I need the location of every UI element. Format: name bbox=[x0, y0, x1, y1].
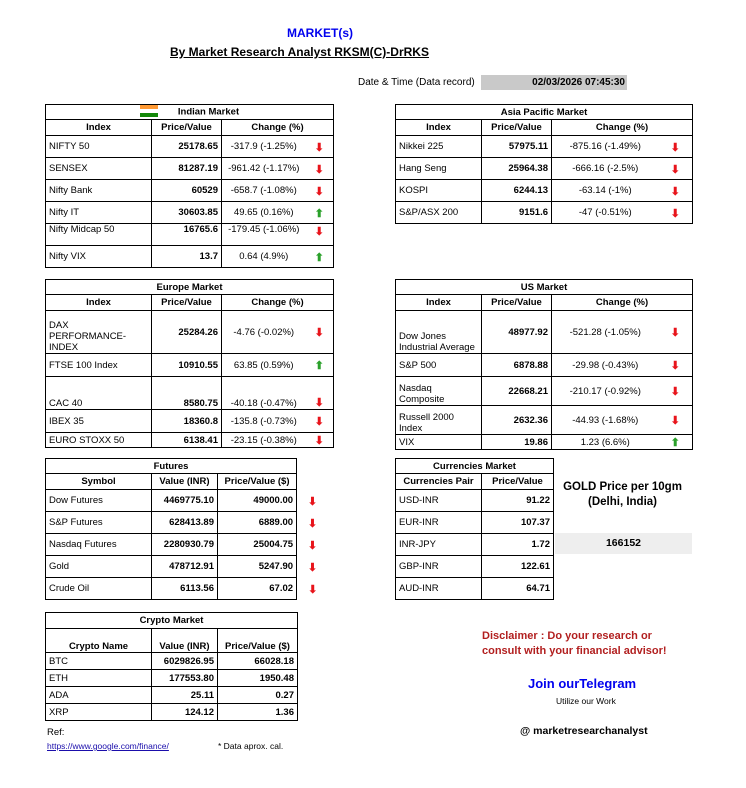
row-price: 10910.55 bbox=[152, 354, 222, 377]
arrow-down-icon: ⬇ bbox=[670, 327, 680, 339]
table-row bbox=[396, 354, 693, 377]
table-row bbox=[46, 670, 298, 687]
col-header-price: Price/Value bbox=[152, 295, 222, 311]
row-change: -658.7 (-1.08%) bbox=[222, 180, 306, 202]
row-change: -666.16 (-2.5%) bbox=[552, 158, 659, 180]
table-row bbox=[396, 202, 693, 224]
asia-market-table bbox=[395, 104, 693, 224]
row-name: Dow Jones Industrial Average bbox=[396, 311, 482, 354]
table-row bbox=[396, 578, 554, 600]
col-header-price: Price/Value bbox=[482, 295, 552, 311]
row-price-usd: 5247.90 bbox=[218, 556, 297, 578]
row-change: -4.76 (-0.02%) bbox=[222, 311, 306, 354]
arrow-down-icon: ⬇ bbox=[670, 163, 680, 176]
arrow-down-icon: ⬇ bbox=[670, 207, 680, 220]
table-row bbox=[46, 556, 329, 578]
arrow-down-icon: ⬇ bbox=[314, 397, 324, 409]
row-price: 18360.8 bbox=[152, 410, 222, 433]
row-name: KOSPI bbox=[396, 180, 482, 202]
arrow-down-icon: ⬇ bbox=[670, 386, 680, 398]
row-name: BTC bbox=[46, 653, 152, 670]
asia-market-title: Asia Pacific Market bbox=[396, 105, 693, 120]
row-name: ETH bbox=[46, 670, 152, 687]
row-name: Dow Futures bbox=[46, 490, 152, 512]
table-row bbox=[46, 158, 334, 180]
arrow-down-icon: ⬇ bbox=[314, 185, 324, 198]
row-name: S&P 500 bbox=[396, 354, 482, 377]
row-name: Nasdaq Composite bbox=[396, 377, 482, 406]
row-change: -47 (-0.51%) bbox=[552, 202, 659, 224]
table-row bbox=[46, 354, 334, 377]
row-name: VIX bbox=[396, 435, 482, 450]
telegram-handle: @ marketresearchanalyst bbox=[520, 725, 648, 737]
row-name: Nifty IT bbox=[46, 202, 152, 224]
row-name: Nikkei 225 bbox=[396, 136, 482, 158]
row-name: DAX PERFORMANCE-INDEX bbox=[46, 311, 152, 354]
row-value-inr: 4469775.10 bbox=[152, 490, 218, 512]
table-row bbox=[396, 158, 693, 180]
arrow-down-icon: ⬇ bbox=[670, 360, 680, 372]
futures-table bbox=[45, 458, 329, 600]
row-name: CAC 40 bbox=[46, 377, 152, 410]
row-value-inr: 177553.80 bbox=[152, 670, 218, 687]
row-name: NIFTY 50 bbox=[46, 136, 152, 158]
row-name: Hang Seng bbox=[396, 158, 482, 180]
row-price: 6244.13 bbox=[482, 180, 552, 202]
row-name: EURO STOXX 50 bbox=[46, 433, 152, 448]
row-price-usd: 67.02 bbox=[218, 578, 297, 600]
arrow-up-icon: ⬆ bbox=[314, 251, 324, 264]
crypto-title: Crypto Market bbox=[46, 613, 298, 629]
row-change: -44.93 (-1.68%) bbox=[552, 406, 659, 435]
arrow-down-icon: ⬇ bbox=[670, 141, 680, 154]
row-change: -210.17 (-0.92%) bbox=[552, 377, 659, 406]
row-price: 6138.41 bbox=[152, 433, 222, 448]
currencies-table bbox=[395, 458, 554, 600]
row-change: 1.23 (6.6%) bbox=[552, 435, 659, 450]
row-change: -63.14 (-1%) bbox=[552, 180, 659, 202]
row-value: 91.22 bbox=[482, 490, 554, 512]
table-row bbox=[46, 224, 334, 246]
row-name: S&P Futures bbox=[46, 512, 152, 534]
row-pair: USD-INR bbox=[396, 490, 482, 512]
row-name: XRP bbox=[46, 704, 152, 721]
row-name: FTSE 100 Index bbox=[46, 354, 152, 377]
col-header-change: Change (%) bbox=[222, 295, 334, 311]
datetime-value: 02/03/2026 07:45:30 bbox=[481, 75, 627, 90]
arrow-down-icon: ⬇ bbox=[670, 415, 680, 427]
row-price: 6878.88 bbox=[482, 354, 552, 377]
row-change: -135.8 (-0.73%) bbox=[222, 410, 306, 433]
arrow-up-icon: ⬆ bbox=[670, 437, 680, 449]
row-value-inr: 628413.89 bbox=[152, 512, 218, 534]
table-row bbox=[46, 180, 334, 202]
table-row bbox=[46, 246, 334, 268]
data-note: * Data aprox. cal. bbox=[218, 741, 284, 751]
row-pair: AUD-INR bbox=[396, 578, 482, 600]
row-pair: INR-JPY bbox=[396, 534, 482, 556]
disclaimer: Disclaimer : Do your research or consult with your financial advisor! bbox=[482, 630, 667, 657]
europe-market-title: Europe Market bbox=[46, 280, 334, 295]
table-row bbox=[46, 653, 298, 670]
row-pair: GBP-INR bbox=[396, 556, 482, 578]
currencies-title: Currencies Market bbox=[396, 459, 554, 474]
table-row bbox=[396, 136, 693, 158]
row-value: 107.37 bbox=[482, 512, 554, 534]
col-header-index: Index bbox=[396, 295, 482, 311]
table-row bbox=[46, 136, 334, 158]
row-change: -875.16 (-1.49%) bbox=[552, 136, 659, 158]
table-row bbox=[46, 578, 329, 600]
col-header-value: Price/Value bbox=[482, 474, 554, 490]
row-price: 48977.92 bbox=[482, 311, 552, 354]
row-price: 60529 bbox=[152, 180, 222, 202]
row-price: 22668.21 bbox=[482, 377, 552, 406]
col-header-price: Price/Value bbox=[482, 120, 552, 136]
ref-link[interactable]: https://www.google.com/finance/ bbox=[47, 741, 169, 751]
row-price: 30603.85 bbox=[152, 202, 222, 224]
row-change: -40.18 (-0.47%) bbox=[222, 377, 306, 410]
row-change: -961.42 (-1.17%) bbox=[222, 158, 306, 180]
datetime-label: Date & Time (Data record) bbox=[358, 77, 475, 88]
table-row bbox=[46, 534, 329, 556]
row-name: Nifty Midcap 50 bbox=[46, 224, 152, 246]
row-name: ADA bbox=[46, 687, 152, 704]
row-price: 25284.26 bbox=[152, 311, 222, 354]
row-name: SENSEX bbox=[46, 158, 152, 180]
gold-price-title: GOLD Price per 10gm (Delhi, India) bbox=[563, 481, 682, 508]
table-row bbox=[396, 512, 554, 534]
arrow-down-icon: ⬇ bbox=[314, 163, 324, 176]
gold-price-value: 166152 bbox=[555, 533, 692, 554]
row-name: IBEX 35 bbox=[46, 410, 152, 433]
arrow-down-icon: ⬇ bbox=[670, 185, 680, 198]
arrow-down-icon: ⬇ bbox=[307, 539, 318, 552]
row-price-usd: 6889.00 bbox=[218, 512, 297, 534]
table-row bbox=[396, 556, 554, 578]
row-change: -29.98 (-0.43%) bbox=[552, 354, 659, 377]
indian-market-table bbox=[45, 104, 334, 268]
arrow-down-icon: ⬇ bbox=[307, 517, 318, 530]
row-price-usd: 25004.75 bbox=[218, 534, 297, 556]
crypto-table bbox=[45, 612, 298, 721]
ref-label: Ref: bbox=[47, 727, 65, 738]
arrow-up-icon: ⬆ bbox=[314, 360, 324, 372]
row-price: 9151.6 bbox=[482, 202, 552, 224]
col-header-change: Change (%) bbox=[222, 120, 334, 136]
row-price-usd: 1.36 bbox=[218, 704, 298, 721]
table-row bbox=[46, 410, 334, 433]
col-header-index: Index bbox=[46, 295, 152, 311]
col-header-symbol: Symbol bbox=[46, 474, 152, 490]
table-row bbox=[46, 687, 298, 704]
row-change: -521.28 (-1.05%) bbox=[552, 311, 659, 354]
arrow-down-icon: ⬇ bbox=[307, 561, 318, 574]
row-change: -179.45 (-1.06%) bbox=[222, 224, 306, 246]
row-price: 2632.36 bbox=[482, 406, 552, 435]
us-market-title: US Market bbox=[396, 280, 693, 295]
page-title: MARKET(s) bbox=[287, 26, 353, 40]
utilize-text: Utilize our Work bbox=[556, 696, 616, 706]
india-flag-icon bbox=[140, 105, 158, 117]
table-row bbox=[396, 435, 693, 450]
row-price: 57975.11 bbox=[482, 136, 552, 158]
row-name: Crude Oil bbox=[46, 578, 152, 600]
row-price-usd: 66028.18 bbox=[218, 653, 298, 670]
row-name: S&P/ASX 200 bbox=[396, 202, 482, 224]
row-name: Nifty VIX bbox=[46, 246, 152, 268]
row-change: -317.9 (-1.25%) bbox=[222, 136, 306, 158]
row-change: 0.64 (4.9%) bbox=[222, 246, 306, 268]
table-row bbox=[396, 534, 554, 556]
table-row bbox=[396, 406, 693, 435]
arrow-down-icon: ⬇ bbox=[314, 141, 324, 154]
row-value-inr: 6029826.95 bbox=[152, 653, 218, 670]
col-header-value-inr: Value (INR) bbox=[152, 474, 218, 490]
table-row bbox=[396, 180, 693, 202]
arrow-down-icon: ⬇ bbox=[314, 226, 324, 238]
us-market-table bbox=[395, 279, 693, 450]
arrow-down-icon: ⬇ bbox=[314, 327, 324, 339]
row-value: 122.61 bbox=[482, 556, 554, 578]
row-price: 81287.19 bbox=[152, 158, 222, 180]
page-subtitle: By Market Research Analyst RKSM(C)-DrRKS bbox=[170, 45, 429, 59]
arrow-up-icon: ⬆ bbox=[314, 207, 324, 220]
col-header-index: Index bbox=[46, 120, 152, 136]
row-value: 1.72 bbox=[482, 534, 554, 556]
arrow-down-icon: ⬇ bbox=[308, 583, 318, 596]
row-value-inr: 2280930.79 bbox=[152, 534, 218, 556]
row-name: Gold bbox=[46, 556, 152, 578]
table-row bbox=[46, 202, 334, 224]
europe-market-table bbox=[45, 279, 334, 448]
table-row bbox=[396, 490, 554, 512]
arrow-down-icon: ⬇ bbox=[314, 416, 324, 428]
row-price-usd: 1950.48 bbox=[218, 670, 298, 687]
row-value-inr: 124.12 bbox=[152, 704, 218, 721]
col-header-price-usd: Price/Value ($) bbox=[218, 474, 297, 490]
row-pair: EUR-INR bbox=[396, 512, 482, 534]
arrow-down-icon: ⬇ bbox=[314, 435, 324, 447]
arrow-down-icon: ⬇ bbox=[307, 495, 318, 508]
table-row bbox=[46, 433, 334, 448]
row-value: 64.71 bbox=[482, 578, 554, 600]
row-price: 13.7 bbox=[152, 246, 222, 268]
row-name: Russell 2000 Index bbox=[396, 406, 482, 435]
futures-title: Futures bbox=[46, 459, 297, 474]
col-header-index: Index bbox=[396, 120, 482, 136]
table-row bbox=[46, 704, 298, 721]
telegram-link[interactable]: Join ourTelegram bbox=[528, 676, 637, 691]
row-price: 16765.6 bbox=[152, 224, 222, 246]
col-header-value-inr: Value (INR) bbox=[152, 629, 218, 653]
row-price: 19.86 bbox=[482, 435, 552, 450]
table-row bbox=[46, 512, 329, 534]
row-price: 8580.75 bbox=[152, 377, 222, 410]
row-name: Nifty Bank bbox=[46, 180, 152, 202]
row-change: -23.15 (-0.38%) bbox=[222, 433, 306, 448]
col-header-crypto-name: Crypto Name bbox=[46, 629, 152, 653]
col-header-change: Change (%) bbox=[552, 120, 693, 136]
row-price: 25178.65 bbox=[152, 136, 222, 158]
table-row bbox=[46, 377, 334, 410]
row-value-inr: 6113.56 bbox=[152, 578, 218, 600]
row-change: 63.85 (0.59%) bbox=[222, 354, 306, 377]
table-row bbox=[46, 490, 329, 512]
table-row bbox=[396, 311, 693, 354]
row-value-inr: 25.11 bbox=[152, 687, 218, 704]
col-header-price-usd: Price/Value ($) bbox=[218, 629, 298, 653]
row-price-usd: 0.27 bbox=[218, 687, 298, 704]
row-value-inr: 478712.91 bbox=[152, 556, 218, 578]
row-name: Nasdaq Futures bbox=[46, 534, 152, 556]
table-row bbox=[46, 311, 334, 354]
col-header-pair: Currencies Pair bbox=[396, 474, 482, 490]
col-header-price: Price/Value bbox=[152, 120, 222, 136]
table-row bbox=[396, 377, 693, 406]
row-price: 25964.38 bbox=[482, 158, 552, 180]
indian-market-title: Indian Market bbox=[46, 105, 334, 120]
row-change: 49.65 (0.16%) bbox=[222, 202, 306, 224]
col-header-change: Change (%) bbox=[552, 295, 693, 311]
row-price-usd: 49000.00 bbox=[218, 490, 297, 512]
